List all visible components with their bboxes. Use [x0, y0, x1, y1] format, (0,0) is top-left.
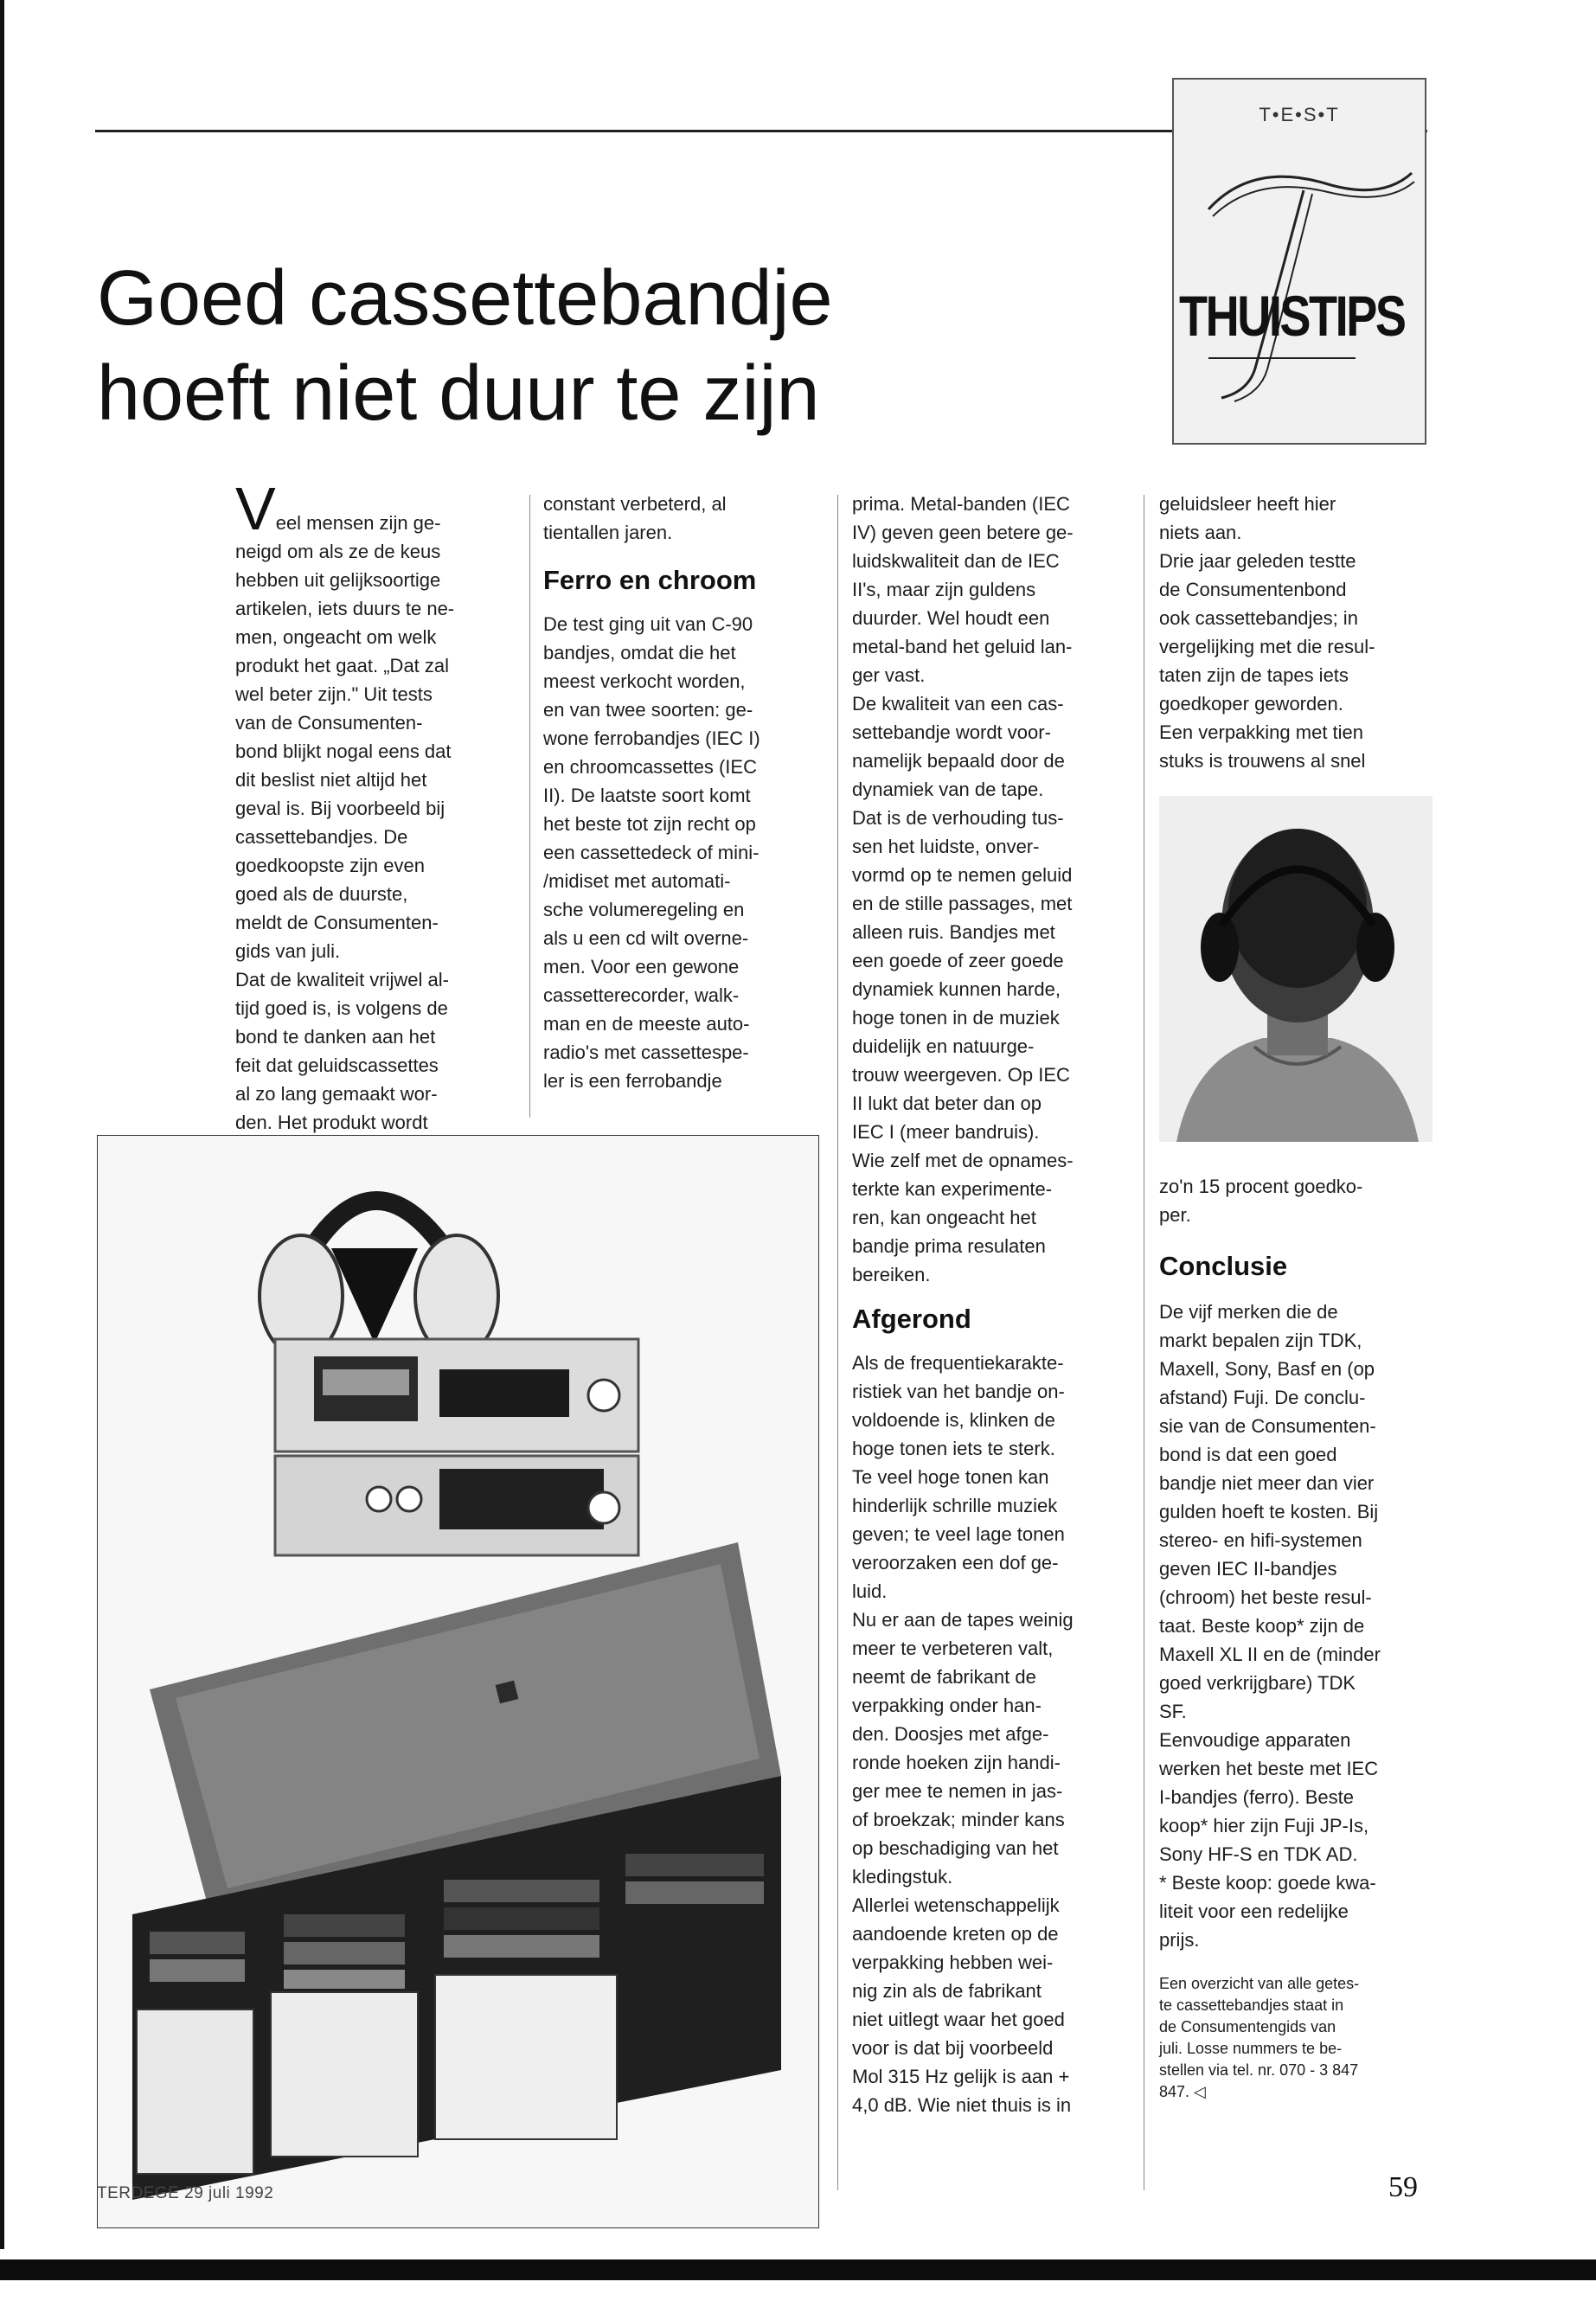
logo-brand-text: THUISTIPS: [1179, 284, 1405, 348]
section-heading-ferro-en-chroom: Ferro en chroom: [543, 565, 757, 595]
column-text: De vijf merken die de markt bepalen zijn TDK, Maxell, Sony, Basf en (op afstand) Fuji. De conclu- sie van de Consumenten- bond is dat een goed bandje niet meer dan vier gulden hoeft te kosten. Bij stereo- en hifi-systemen geven IEC II-bandjes (chroom) het beste resul- taat. Beste koop* zijn de Maxell XL II en de (minder goed verkrijgbare) TDK SF. Eenvoudige apparaten werken het beste met IEC I-bandjes (ferro). Beste koop* hier zijn Fuji JP-Is, Sony HF-S en TDK AD. * Beste koop: goede kwa- liteit voor een redelijke prijs.: [1159, 1301, 1381, 1951]
column-text: geluidsleer heeft hier niets aan. Drie jaar geleden testte de Consumentenbond ook cassettebandjes; in vergelijking met die resul- taten zijn de tapes iets goedkoper geworden. Een verpakking met tien stuks is trouwens al snel: [1159, 493, 1375, 772]
reference-note: Een overzicht van alle getes- te cassettebandjes staat in de Consumentengids van juli. Losse nummers te be- stellen via tel. nr. 070 - 3 847 847. ◁: [1159, 1975, 1360, 2100]
column-text: constant verbeterd, al tientallen jaren.: [543, 493, 727, 543]
intro-paragraph: [235, 475, 521, 1137]
photo-cassette-box-and-stereo: [97, 1135, 819, 2228]
article-column-4-top: [1159, 490, 1436, 775]
column-divider: [837, 495, 838, 2190]
article-column-3: [852, 490, 1129, 2119]
column-text: prima. Metal-banden (IEC IV) geven geen betere ge- luidskwaliteit dan de IEC II's, maar zijn guldens duurder. Wel houdt een metal-band het geluid lan- ger vast. De kwaliteit van een cas- settebandje wordt voor- namelijk bepaald door de dynamiek van de tape. Dat is de verhouding tus- sen het luidste, onver- vormd op te nemen geluid en de stille passages, met alleen ruis. Bandjes met een goede of zeer goede dynamiek kunnen harde, hoge tonen in de muziek duidelijk en natuurge- trouw weergeven. Op IEC II lukt dat beter dan op IEC I (meer bandruis). Wie zelf met de opnames- terkte kan experimente- ren, kan ongeacht het bandje prima resulaten bereiken.: [852, 493, 1074, 1285]
column-text: zo'n 15 procent goedko- per.: [1159, 1176, 1363, 1226]
intro-text: eel mensen zijn ge- neigd om als ze de keus hebben uit gelijksoortige artikelen, iets duurs te ne- men, ongeacht om welk produkt het gaat. „Dat zal wel beter zijn." Uit tests van de Consumenten- bond blijkt nogal eens dat dit beslist niet altijd het geval is. Bij voorbeeld bij cassettebandjes. De goedkoopste zijn even goed als de duurste, meldt de Consumenten- gids van juli. Dat de kwaliteit vrijwel al- tijd goed is, is volgens de bond te danken aan het feit dat geluidscassettes al zo lang gemaakt wor- den. Het produkt wordt: [235, 512, 455, 1133]
page-scan-edge: [0, 0, 4, 2249]
thuistips-logo: [1172, 78, 1426, 445]
title-line-1: Goed cassettebandje: [97, 255, 833, 342]
logo-test-label: T•E•S•T: [1259, 104, 1340, 125]
article-column-4-bottom: [1159, 1172, 1436, 2103]
photo-man-with-headphones: [1159, 796, 1433, 1142]
page-scan-bottom-edge: [0, 2259, 1596, 2280]
publication-footer: TERDEGE 29 juli 1992: [97, 2184, 274, 2202]
article-column-2: [543, 490, 829, 1095]
drop-cap: V: [235, 475, 276, 542]
section-heading-conclusie: Conclusie: [1159, 1251, 1288, 1281]
column-text: De test ging uit van C-90 bandjes, omdat die het meest verkocht worden, en van twee soorten: ge- wone ferrobandjes (IEC I) en chroomcassettes (IEC II). De laatste soort komt het beste tot zijn recht op een cassettedeck of mini- /midiset met automati- sche volumeregeling en als u een cd wilt overne- men. Voor een gewone cassetterecorder, walk- man en de meeste auto- radio's met cassettespe- ler is een ferrobandje: [543, 613, 760, 1092]
column-text: Als de frequentiekarakte- ristiek van het bandje on- voldoende is, klinken de hoge tonen iets te sterk. Te veel hoge tonen kan hinderlijk schrille muziek geven; te veel lage tonen veroorzaken een dof ge- luid. Nu er aan de tapes weinig meer te verbeteren valt, neemt de fabrikant de verpakking onder han- den. Doosjes met afge- ronde hoeken zijn handi- ger mee te nemen in jas- of broekzak; minder kans op beschadiging van het kledingstuk. Allerlei wetenschappelijk aandoende kreten op de verpakking hebben wei- nig zin als de fabrikant niet uitlegt waar het goed voor is dat bij voorbeeld Mol 315 Hz gelijk is aan + 4,0 dB. Wie niet thuis is in: [852, 1352, 1074, 2116]
column-divider: [529, 495, 530, 1118]
logo-script-t-graphic: [1174, 80, 1425, 443]
page-number: 59: [1388, 2171, 1418, 2203]
section-heading-afgerond: Afgerond: [852, 1304, 971, 1334]
article-column-1: [235, 475, 521, 1137]
title-line-2: hoeft niet duur te zijn: [97, 350, 820, 437]
article-title: [97, 251, 1152, 441]
